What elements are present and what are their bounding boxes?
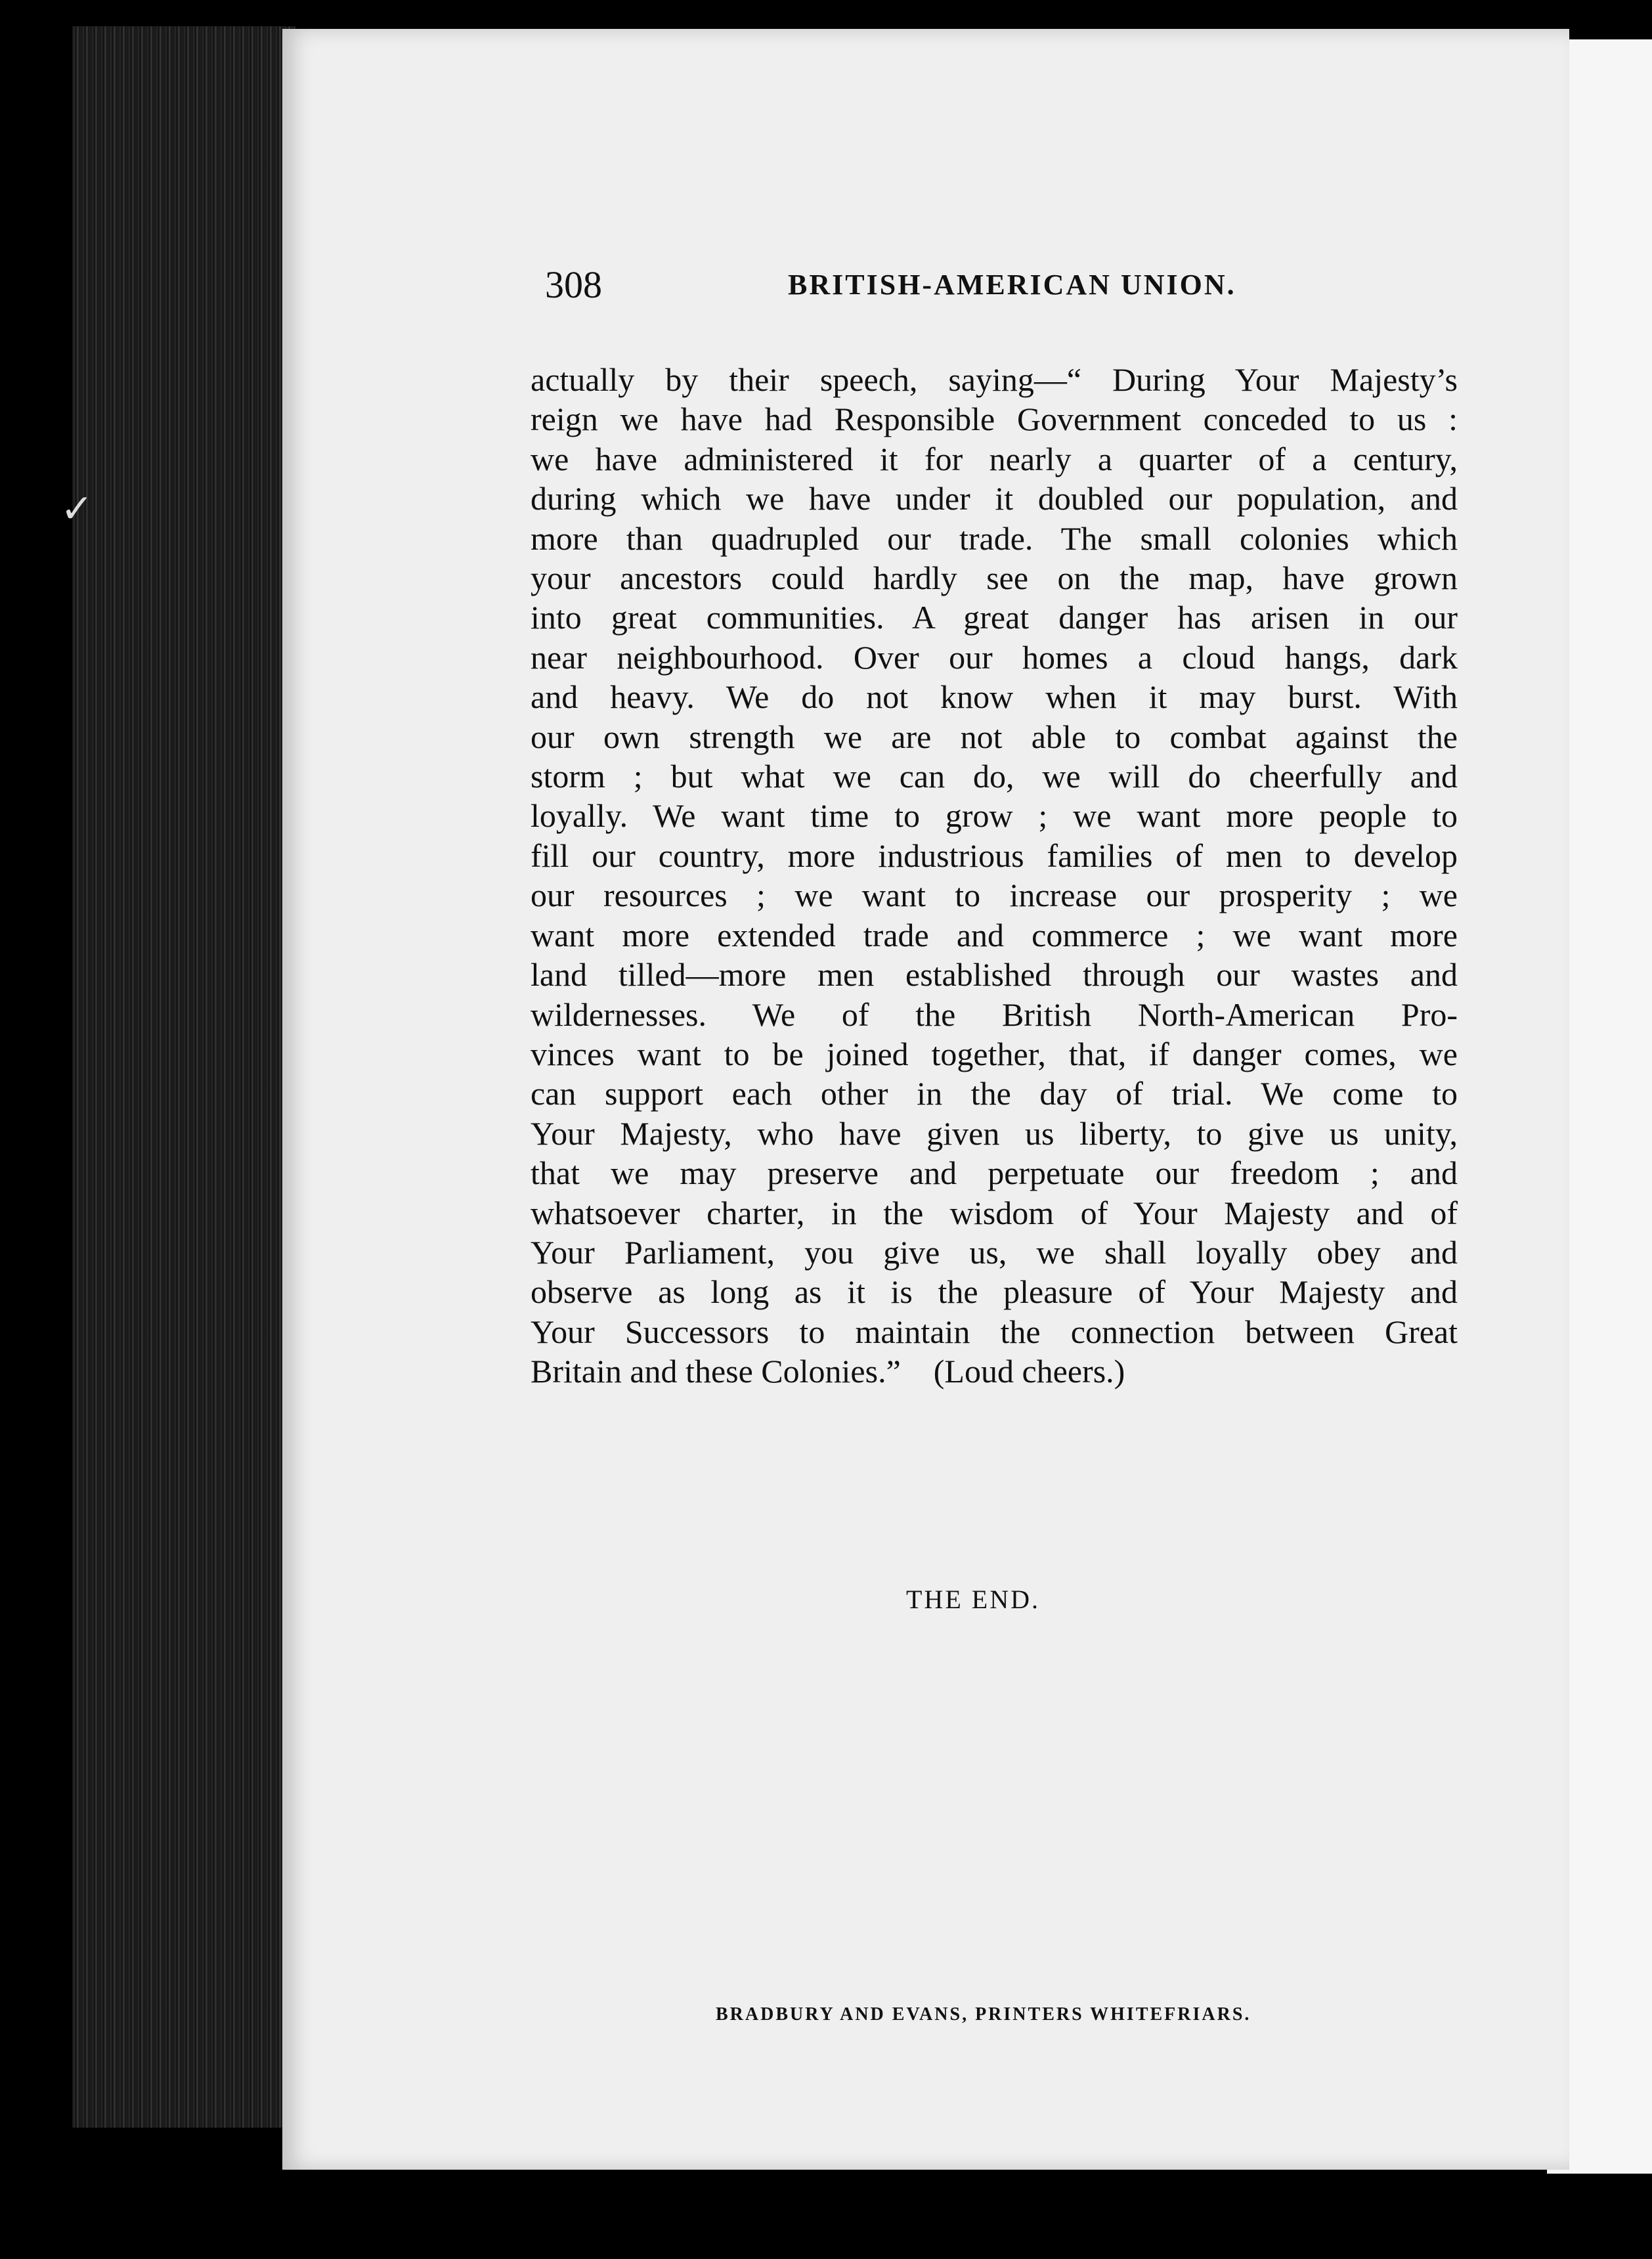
page-number: 308 xyxy=(545,263,602,306)
margin-checkmark: ✓ xyxy=(60,487,94,531)
running-title: BRITISH-AMERICAN UNION. xyxy=(788,269,1236,301)
text-line: Your Parliament, you give us, we shall loyally obey and xyxy=(531,1233,1458,1271)
text-line: and heavy. We do not know when it may burst. With xyxy=(531,678,1458,716)
text-line: into great communities. A great danger has arisen in our xyxy=(531,599,1458,636)
text-line: storm ; but what we can do, we will do cheerfully and xyxy=(531,758,1458,795)
printer-imprint: BRADBURY AND EVANS, PRINTERS WHITEFRIARS. xyxy=(716,2004,1251,2025)
text-line: near neighbourhood. Over our homes a cloud hangs, dark xyxy=(531,638,1458,676)
text-line: Britain and these Colonies.” (Loud cheers.) xyxy=(531,1353,1125,1390)
text-line: more than quadrupled our trade. The small colonies which xyxy=(531,519,1458,557)
body-text xyxy=(531,360,1458,1392)
text-line: whatsoever charter, in the wisdom of Your Majesty and of xyxy=(531,1194,1458,1231)
text-line: actually by their speech, saying—“ During Your Majesty’s xyxy=(531,361,1458,398)
text-line: that we may preserve and perpetuate our freedom ; and xyxy=(531,1154,1458,1192)
text-line: we have administered it for nearly a quarter of a century, xyxy=(531,440,1458,477)
text-line: want more extended trade and commerce ; we want more xyxy=(531,916,1458,954)
book-edge xyxy=(72,26,295,2128)
text-line: vinces want to be joined together, that, if danger comes, we xyxy=(531,1035,1458,1072)
text-line: during which we have under it doubled our population, and xyxy=(531,480,1458,517)
text-line: Your Majesty, who have given us liberty, to give us unity, xyxy=(531,1114,1458,1152)
text-line: can support each other in the day of trial. We come to xyxy=(531,1075,1458,1112)
page-header xyxy=(545,263,1405,322)
text-line: reign we have had Responsible Government conceded to us : xyxy=(531,401,1458,438)
text-line: our resources ; we want to increase our prosperity ; we xyxy=(531,877,1458,914)
text-line: observe as long as it is the pleasure of Your Majesty and xyxy=(531,1273,1458,1311)
text-line: your ancestors could hardly see on the map, have grown xyxy=(531,559,1458,597)
text-line: fill our country, more industrious families of men to develop xyxy=(531,837,1458,874)
text-line: Your Successors to maintain the connection between Great xyxy=(531,1313,1458,1350)
text-line: wildernesses. We of the British North-American Pro- xyxy=(531,996,1458,1033)
the-end-heading: THE END. xyxy=(906,1585,1040,1614)
text-line: land tilled—more men established through our wastes and xyxy=(531,956,1458,994)
text-line: our own strength we are not able to combat against the xyxy=(531,718,1458,755)
text-line: loyally. We want time to grow ; we want more people to xyxy=(531,797,1458,835)
